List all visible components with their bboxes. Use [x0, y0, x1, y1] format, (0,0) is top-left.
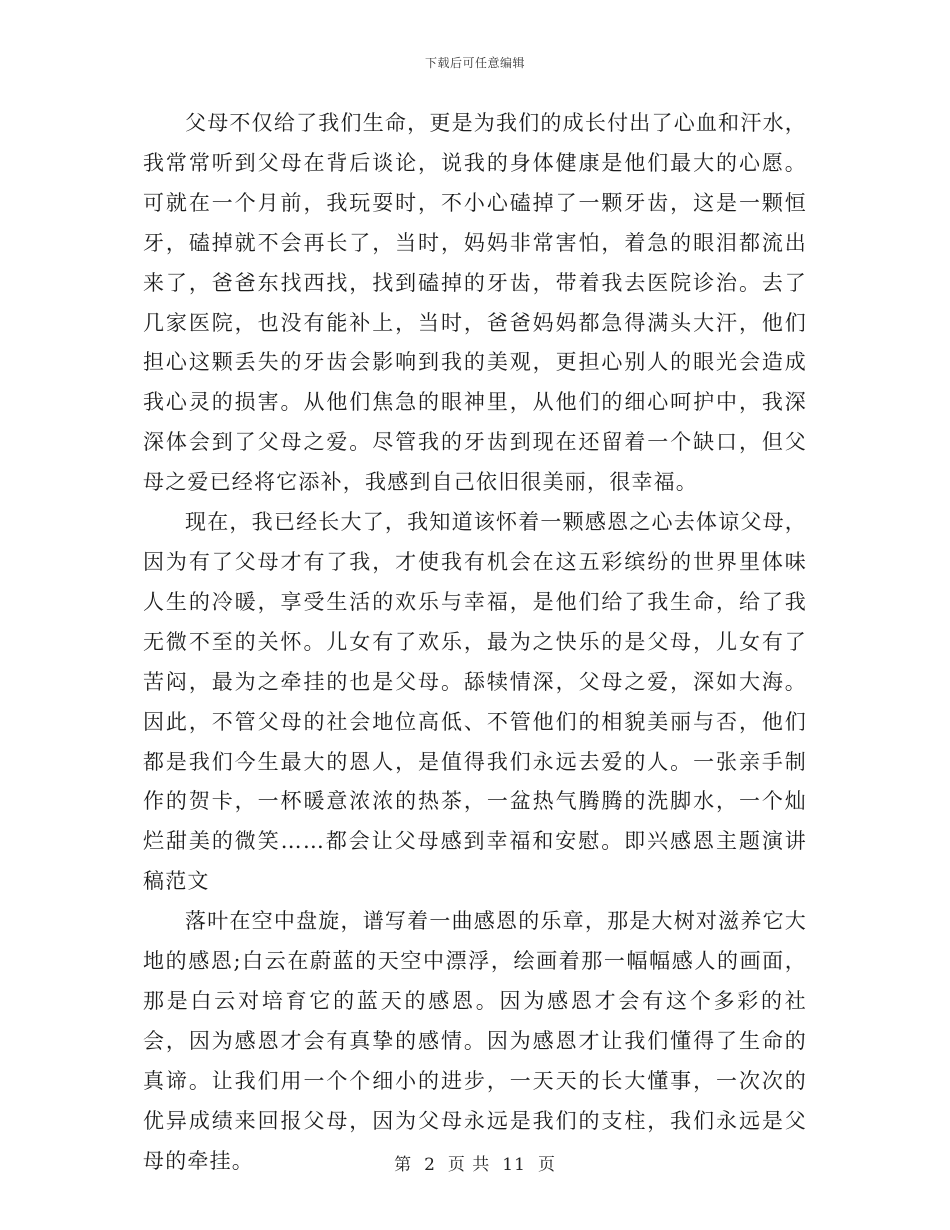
footer-total-pages: 11	[502, 1155, 526, 1175]
body-text	[143, 104, 807, 1181]
page-number-footer	[0, 1150, 950, 1175]
footer-prefix: 第	[394, 1155, 413, 1175]
paragraph-parents-love: 父母不仅给了我们生命，更是为我们的成长付出了心血和汗水，我常常听到父母在背后谈论，说我的身体健康是他们最大的心愿。可就在一个月前，我玩耍时，不小心磕掉了一颗牙齿，这是一颗恒牙，磕掉就不会再长了，当时，妈妈非常害怕，着急的眼泪都流出来了，爸爸东找西找，找到磕掉的牙齿，带着我去医院诊治。去了几家医院，也没有能补上，当时，爸爸妈妈都急得满头大汗，他们担心这颗丢失的牙齿会影响到我的美观，更担心别人的眼光会造成我心灵的损害。从他们焦急的眼神里，从他们的细心呵护中，我深深体会到了父母之爱。尽管我的牙齿到现在还留着一个缺口，但父母之爱已经将它添补，我感到自己依旧很美丽，很幸福。	[143, 111, 807, 495]
footer-middle: 页 共	[447, 1155, 491, 1175]
footer-suffix: 页	[537, 1155, 556, 1175]
paragraph-gratitude: 现在，我已经长大了，我知道该怀着一颗感恩之心去体谅父母，因为有了父母才有了我，才使我有机会在这五彩缤纷的世界里体味人生的冷暖，享受生活的欢乐与幸福，是他们给了我生命，给了我无微不至的关怀。儿女有了欢乐，最为之快乐的是父母，儿女有了苦闷，最为之牵挂的也是父母。舔犊情深，父母之爱，深如大海。因此，不管父母的社会地位高低、不管他们的相貌美丽与否，他们都是我们今生最大的恩人，是值得我们永远去爱的人。一张亲手制作的贺卡，一杯暖意浓浓的热茶，一盆热气腾腾的洗脚水，一个灿烂甜美的微笑……都会让父母感到幸福和安慰。即兴感恩主题演讲稿范文	[143, 510, 807, 894]
footer-current-page: 2	[424, 1155, 436, 1175]
header-note: 下载后可任意编辑	[424, 56, 525, 70]
paragraph-thankfulness: 落叶在空中盘旋，谱写着一曲感恩的乐章，那是大树对滋养它大地的感恩;白云在蔚蓝的天空中漂浮，绘画着那一幅幅感人的画面，那是白云对培育它的蓝天的感恩。因为感恩才会有这个多彩的社会，因为感恩才会有真挚的感情。因为感恩才让我们懂得了生命的真谛。让我们用一个个细小的进步，一天天的长大懂事，一次次的优异成绩来回报父母，因为父母永远是我们的支柱，我们永远是父母的牵挂。	[143, 909, 807, 1173]
